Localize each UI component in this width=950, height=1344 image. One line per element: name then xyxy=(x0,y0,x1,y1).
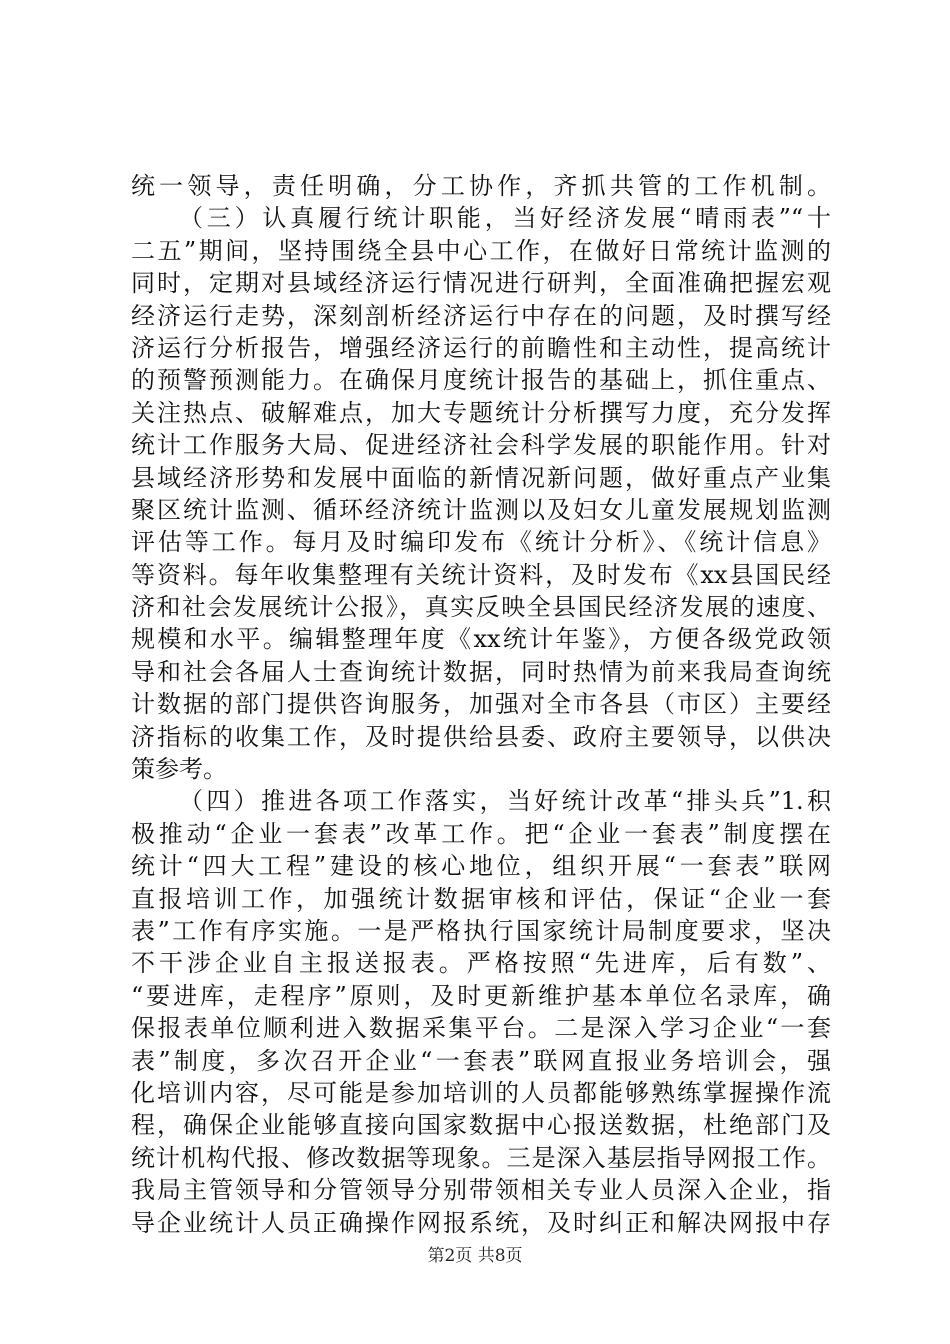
text-line: 化培训内容，尽可能是参加培训的人员都能够熟练掌握操作流 xyxy=(131,1078,831,1107)
text-line: 聚区统计监测、循环经济统计监测以及妇女儿童发展规划监测 xyxy=(131,495,831,524)
paragraph-heading-line: （三）认真履行统计职能，当好经济发展“晴雨表”“十 xyxy=(179,204,831,233)
text-line: 经济运行走势，深刻剖析经济运行中存在的问题，及时撰写经 xyxy=(131,301,831,330)
text-line: 导和社会各届人士查询统计数据，同时热情为前来我局查询统 xyxy=(131,657,831,686)
text-line: 等资料。每年收集整理有关统计资料，及时发布《xx县国民经 xyxy=(131,560,831,589)
text-line: 济指标的收集工作，及时提供给县委、政府主要领导，以供决 xyxy=(131,722,831,751)
text-line: 不干涉企业自主报送报表。严格按照“先进库，后有数”、 xyxy=(131,949,831,978)
text-line: 济运行分析报告，增强经济运行的前瞻性和主动性，提高统计 xyxy=(131,333,831,362)
text-line: 统一领导，责任明确，分工协作，齐抓共管的工作机制。 xyxy=(131,172,831,200)
text-line: 统计工作服务大局、促进经济社会科学发展的职能作用。针对 xyxy=(131,431,831,460)
text-line: 策参考。 xyxy=(131,755,227,784)
text-line: 直报培训工作，加强统计数据审核和评估，保证“企业一套 xyxy=(131,884,831,913)
text-line: 导企业统计人员正确操作网报系统，及时纠正和解决网报中存 xyxy=(131,1208,831,1237)
page-number-footer: 第2页 共8页 xyxy=(427,1246,523,1266)
text-line: 评估等工作。每月及时编印发布《统计分析》、《统计信息》 xyxy=(131,528,831,557)
document-body xyxy=(131,170,831,1239)
text-line: 的预警预测能力。在确保月度统计报告的基础上，抓住重点、 xyxy=(131,366,831,395)
text-line: 表”工作有序实施。一是严格执行国家统计局制度要求，坚决 xyxy=(131,916,831,945)
text-line: 保报表单位顺利进入数据采集平台。二是深入学习企业“一套 xyxy=(131,1014,831,1043)
text-line: “要进库，走程序”原则，及时更新维护基本单位名录库，确 xyxy=(131,981,831,1010)
text-line: 我局主管领导和分管领导分别带领相关专业人员深入企业，指 xyxy=(131,1176,831,1205)
text-line: 极推动“企业一套表”改革工作。把“企业一套表”制度摆在 xyxy=(131,819,831,848)
text-line: 关注热点、破解难点，加大专题统计分析撰写力度，充分发挥 xyxy=(131,398,831,427)
text-line: 县域经济形势和发展中面临的新情况新问题，做好重点产业集 xyxy=(131,463,831,492)
text-line: 规模和水平。编辑整理年度《xx统计年鉴》，方便各级党政领 xyxy=(131,625,831,654)
paragraph-heading-line: （四）推进各项工作落实，当好统计改革“排头兵”1.积 xyxy=(179,787,831,816)
text-line: 济和社会发展统计公报》，真实反映全县国民经济发展的速度、 xyxy=(131,593,831,622)
text-line: 同时，定期对县域经济运行情况进行研判，全面准确把握宏观 xyxy=(131,269,831,298)
text-line: 程，确保企业能够直接向国家数据中心报送数据，杜绝部门及 xyxy=(131,1111,831,1140)
text-line: 统计机构代报、修改数据等现象。三是深入基层指导网报工作。 xyxy=(131,1143,831,1172)
text-line: 计数据的部门提供咨询服务，加强对全市各县（市区）主要经 xyxy=(131,690,831,719)
text-line: 统计“四大工程”建设的核心地位，组织开展“一套表”联网 xyxy=(131,852,831,881)
text-line: 表”制度，多次召开企业“一套表”联网直报业务培训会，强 xyxy=(131,1046,831,1075)
text-line: 二五”期间，坚持围绕全县中心工作，在做好日常统计监测的 xyxy=(131,236,831,265)
